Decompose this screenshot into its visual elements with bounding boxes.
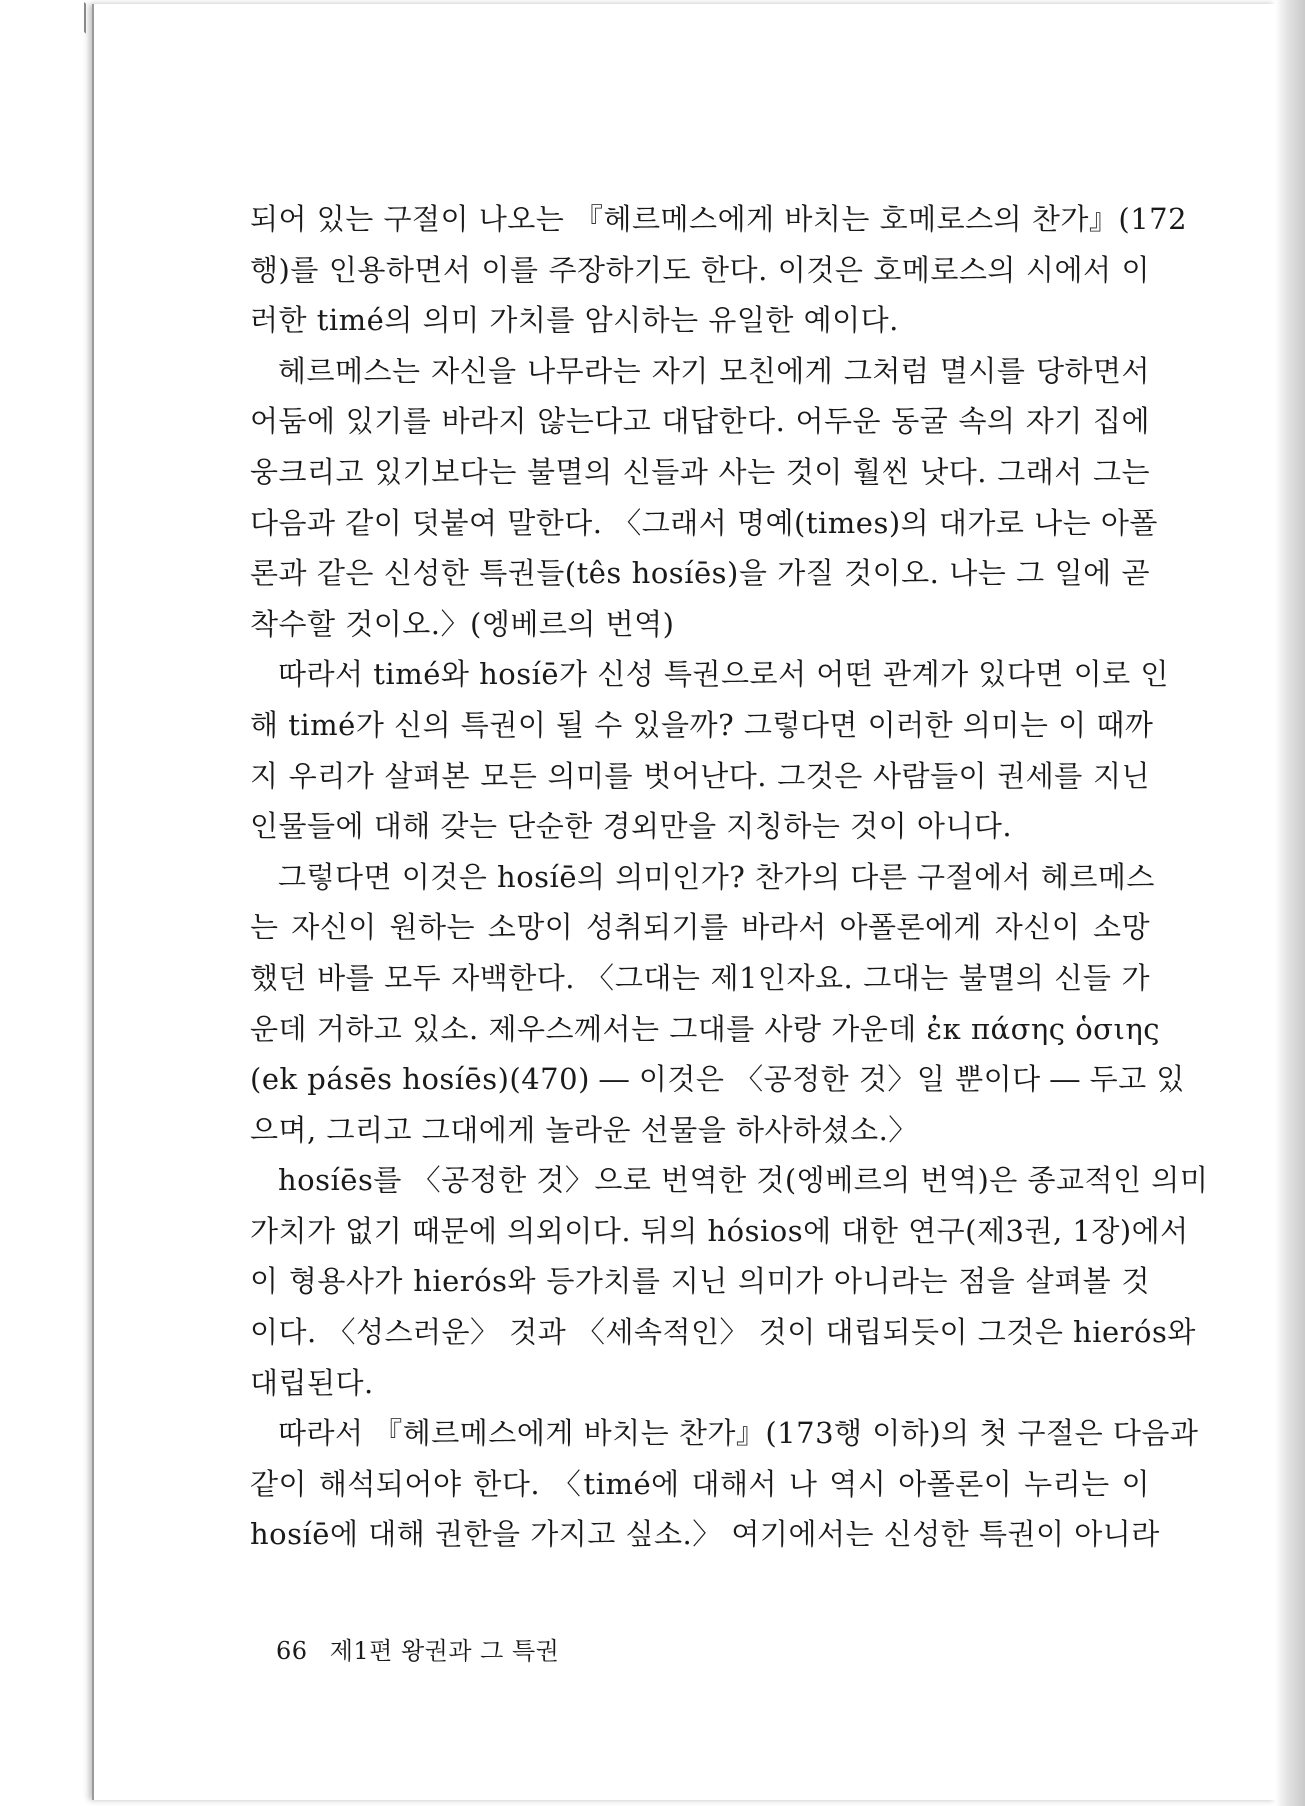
text-line: 착수할 것이오.〉(엥베르의 번역) xyxy=(250,606,675,641)
page-footer xyxy=(276,1631,559,1666)
running-title: 제1편 왕권과 그 특권 xyxy=(329,1637,560,1665)
text-line: 지 우리가 살펴본 모든 의미를 벗어난다. 그것은 사람들이 권세를 지닌 xyxy=(250,758,1150,793)
text-line: 어둠에 있기를 바라지 않는다고 대답한다. 어두운 동굴 속의 자기 집에 xyxy=(250,404,1150,439)
text-line: 러한 timé의 의미 가치를 암시하는 유일한 예이다. xyxy=(250,303,899,338)
text-line: 같이 해석되어야 한다. 〈timé에 대해서 나 역시 아폴론이 누리는 이 xyxy=(250,1466,1150,1501)
text-line: 인물들에 대해 갖는 단순한 경외만을 지칭하는 것이 아니다. xyxy=(250,809,1013,844)
text-line: 으며, 그리고 그대에게 놀라운 선물을 하사하셨소.〉 xyxy=(250,1112,918,1147)
text-line: 되어 있는 구절이 나오는 『헤르메스에게 바치는 호메로스의 찬가』(172 xyxy=(250,202,1188,236)
text-line: 가치가 없기 때문에 의외이다. 뒤의 hósios에 대한 연구(제3권, 1장)에서 xyxy=(250,1213,1189,1248)
text-line: hosíēs를 〈공정한 것〉으로 번역한 것(엥베르의 번역)은 종교적인 의미 xyxy=(278,1163,1209,1198)
text-line: 웅크리고 있기보다는 불멸의 신들과 사는 것이 훨씬 낫다. 그래서 그는 xyxy=(250,454,1150,489)
text-line: 행)를 인용하면서 이를 주장하기도 한다. 이것은 호메로스의 시에서 이 xyxy=(250,252,1150,287)
text-line: 이다. 〈성스러운〉 것과 〈세속적인〉 것이 대립되듯이 그것은 hierós와 xyxy=(250,1315,1196,1350)
page-spine-shadow xyxy=(1275,0,1305,1806)
text-line: 론과 같은 신성한 특권들(tês hosíēs)을 가질 것이오. 나는 그 일에 곧 xyxy=(250,556,1150,591)
text-line: 다음과 같이 덧붙여 말한다. 〈그래서 명예(times)의 대가로 나는 아폴 xyxy=(250,505,1158,540)
text-line: 따라서 timé와 hosíē가 신성 특권으로서 어떤 관계가 있다면 이로 인 xyxy=(278,657,1169,692)
text-line: 했던 바를 모두 자백한다. 〈그대는 제1인자요. 그대는 불멸의 신들 가 xyxy=(250,960,1150,995)
body-text xyxy=(250,194,1209,1560)
text-line: 해 timé가 신의 특권이 될 수 있을까? 그렇다면 이러한 의미는 이 때까 xyxy=(250,707,1154,742)
page-number: 66 xyxy=(276,1637,308,1665)
text-line: 헤르메스는 자신을 나무라는 자기 모친에게 그처럼 멸시를 당하면서 xyxy=(278,353,1150,388)
text-line: 대립된다. xyxy=(250,1365,374,1400)
text-line: 는 자신이 원하는 소망이 성취되기를 바라서 아폴론에게 자신이 소망 xyxy=(250,910,1150,945)
text-line: hosíē에 대해 권한을 가지고 싶소.〉 여기에서는 신성한 특권이 아니라 xyxy=(250,1517,1160,1552)
text-line: 운데 거하고 있소. 제우스께서는 그대를 사랑 가운데 ἐκ πάσης ὁσιης xyxy=(250,1011,1160,1046)
text-line: 그렇다면 이것은 hosíē의 의미인가? 찬가의 다른 구절에서 헤르메스 xyxy=(278,859,1155,894)
text-line: 이 형용사가 hierós와 등가치를 지닌 의미가 아니라는 점을 살펴볼 것 xyxy=(250,1264,1150,1299)
text-line: 따라서 『헤르메스에게 바치는 찬가』(173행 이하)의 첫 구절은 다음과 xyxy=(278,1416,1199,1451)
text-line: (ek pásēs hosíēs)(470) ― 이것은 〈공정한 것〉일 뿐이다 ― 두고 있 xyxy=(250,1062,1185,1097)
